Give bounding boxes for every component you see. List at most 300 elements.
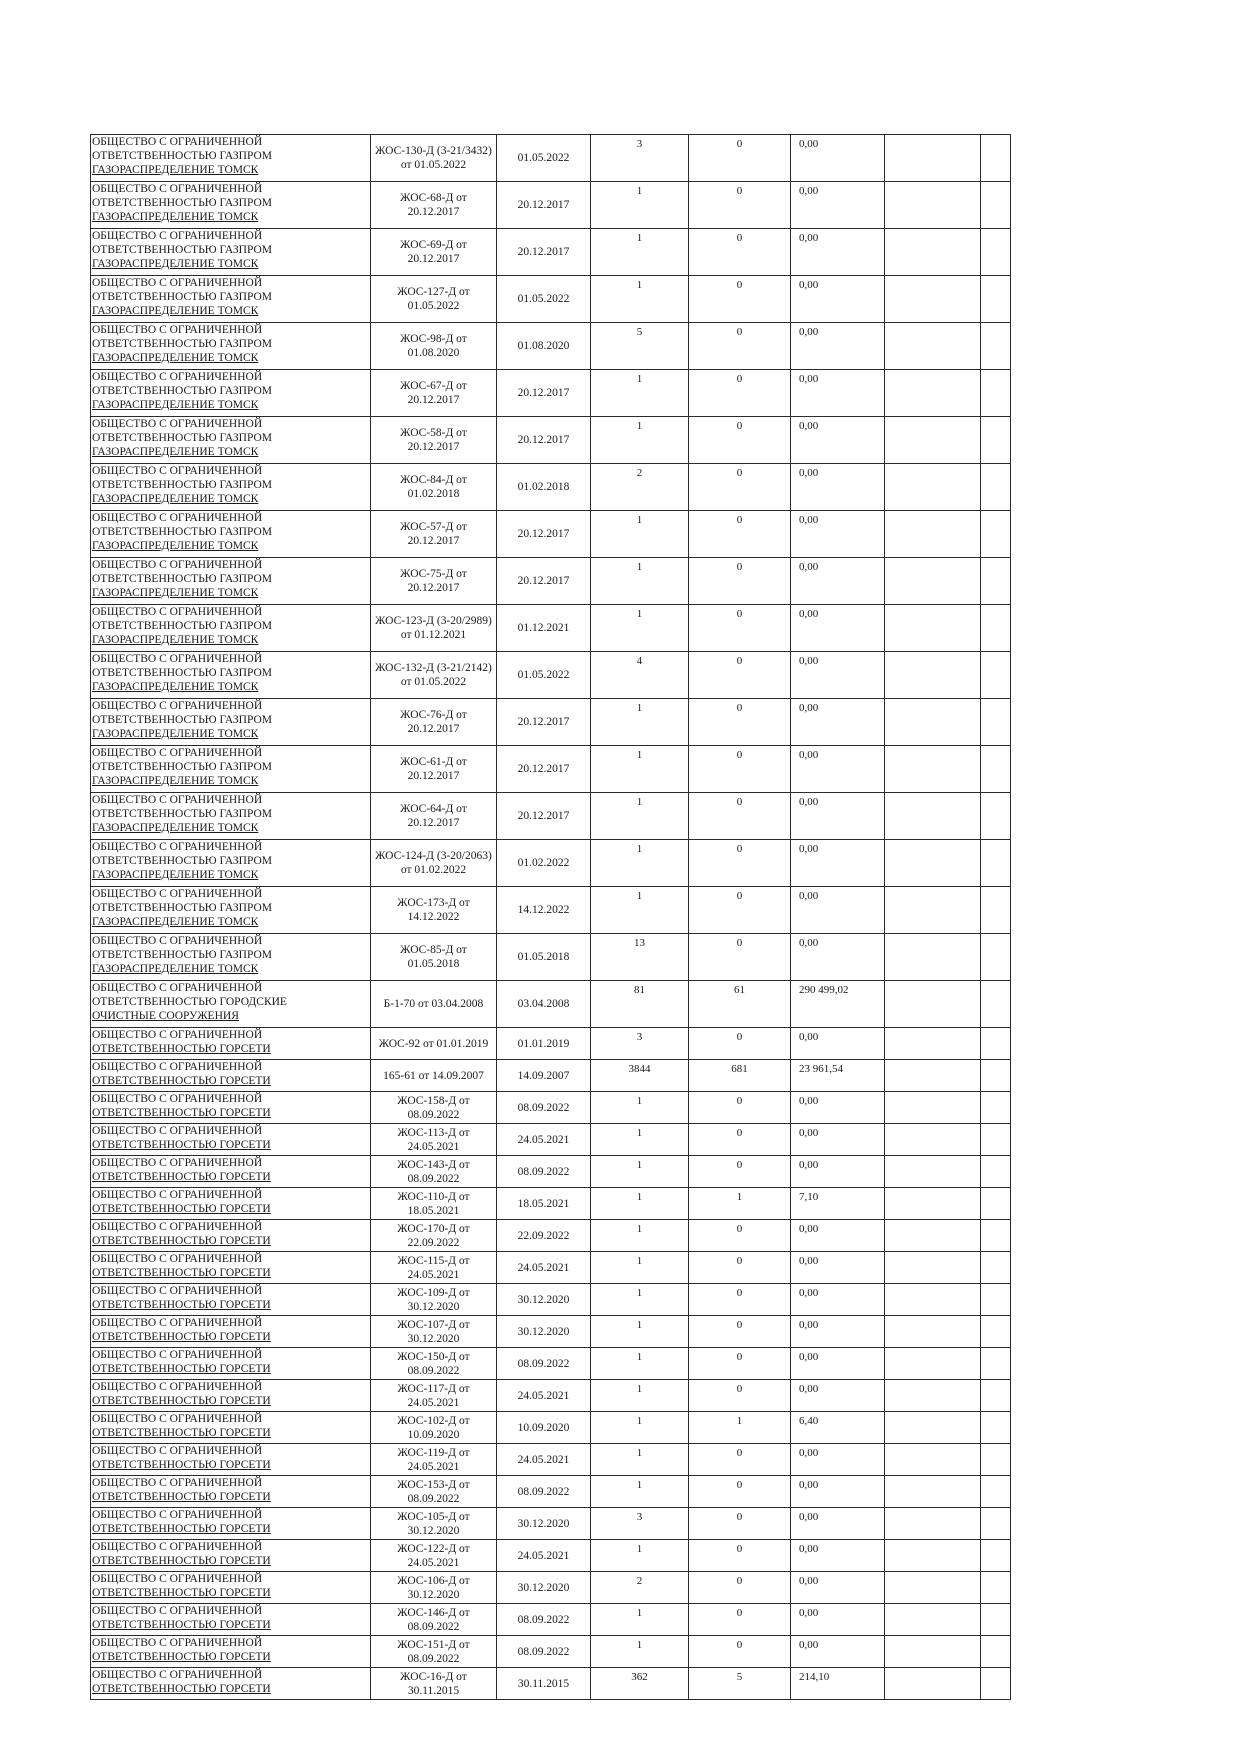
empty-cell [885,276,981,323]
count-cell: 1 [591,746,689,793]
contract-number-line: 01.08.2020 [407,347,460,359]
count-cell: 1 [591,1156,689,1188]
count-cell: 4 [591,652,689,699]
table-row [91,840,1011,887]
empty-cell [885,464,981,511]
contract-number-line: 20.12.2017 [407,394,460,406]
empty-cell [981,605,1011,652]
organization-name-line: ОБЩЕСТВО С ОГРАНИЧЕННОЙ [92,512,263,524]
contract-number-cell [371,1540,497,1572]
table-row [91,1444,1011,1476]
empty-cell [885,511,981,558]
organization-name-line: ОТВЕТСТВЕННОСТЬЮ ГОРСЕТИ [92,1459,271,1472]
empty-cell [981,1604,1011,1636]
empty-cell [885,182,981,229]
empty-cell [981,1060,1011,1092]
empty-cell [885,1540,981,1572]
organization-cell [91,840,371,887]
count-cell-2: 681 [689,1060,791,1092]
amount-cell: 0,00 [791,1316,885,1348]
contract-date-cell: 08.09.2022 [497,1636,591,1668]
organization-cell [91,605,371,652]
count-cell-2: 0 [689,417,791,464]
contract-number-cell [371,1028,497,1060]
organization-cell [91,1412,371,1444]
contract-number-line: 20.12.2017 [407,441,460,453]
organization-name-line: ОБЩЕСТВО С ОГРАНИЧЕННОЙ [92,794,263,806]
contract-date-cell: 01.08.2020 [497,323,591,370]
empty-cell [981,1636,1011,1668]
contract-number-line: 24.05.2021 [407,1140,460,1153]
count-cell: 1 [591,276,689,323]
contract-number-line: 20.12.2017 [407,253,460,265]
contract-number-line: 20.12.2017 [407,817,460,829]
contract-number-line: 08.09.2022 [407,1108,460,1121]
amount-cell: 0,00 [791,652,885,699]
contract-number-cell [371,652,497,699]
organization-cell [91,887,371,934]
table-row [91,1188,1011,1220]
empty-cell [885,1316,981,1348]
organization-name-line: ОБЩЕСТВО С ОГРАНИЧЕННОЙ [92,277,263,289]
count-cell-2: 0 [689,605,791,652]
organization-name-line: ОТВЕТСТВЕННОСТЬЮ ГАЗПРОМ [92,714,273,727]
organization-name-line: ОБЩЕСТВО С ОГРАНИЧЕННОЙ [92,1285,263,1297]
amount-cell: 0,00 [791,699,885,746]
contract-date-cell: 01.05.2022 [497,135,591,182]
organization-name-line: ОБЩЕСТВО С ОГРАНИЧЕННОЙ [92,465,263,477]
organization-cell [91,1252,371,1284]
count-cell: 1 [591,1444,689,1476]
empty-cell [981,1572,1011,1604]
organization-name-line: ГАЗОРАСПРЕДЕЛЕНИЕ ТОМСК [92,446,259,459]
count-cell-2: 0 [689,1124,791,1156]
contract-number-line: ЖОС-105-Д от [397,1510,470,1523]
count-cell-2: 0 [689,1316,791,1348]
contract-number-cell [371,417,497,464]
table-row [91,370,1011,417]
contract-number-line: 24.05.2021 [407,1460,460,1473]
empty-cell [981,1540,1011,1572]
contract-date-cell: 22.09.2022 [497,1220,591,1252]
contract-number-line: ЖОС-158-Д от [397,1094,470,1107]
table-row [91,1540,1011,1572]
contract-number-cell [371,558,497,605]
contract-date-cell: 20.12.2017 [497,370,591,417]
organization-cell [91,1348,371,1380]
table-row [91,1028,1011,1060]
contract-number-line: 08.09.2022 [407,1364,460,1377]
organization-name-line: ОТВЕТСТВЕННОСТЬЮ ГАЗПРОМ [92,526,273,539]
count-cell: 1 [591,793,689,840]
empty-cell [885,229,981,276]
count-cell-2: 0 [689,652,791,699]
count-cell-2: 0 [689,1348,791,1380]
empty-cell [885,1092,981,1124]
contract-number-cell [371,746,497,793]
contract-number-line: ЖОС-143-Д от [397,1158,470,1171]
amount-cell: 0,00 [791,1092,885,1124]
empty-cell [981,1092,1011,1124]
empty-cell [885,699,981,746]
contract-number-cell [371,370,497,417]
organization-name-line: ОТВЕТСТВЕННОСТЬЮ ГОРСЕТИ [92,1171,271,1184]
organization-name-line: ОТВЕТСТВЕННОСТЬЮ ГОРСЕТИ [92,1587,271,1600]
count-cell-2: 0 [689,699,791,746]
count-cell: 5 [591,323,689,370]
empty-cell [981,1476,1011,1508]
contract-number-line: ЖОС-132-Д (3-21/2142) [375,662,492,674]
amount-cell: 6,40 [791,1412,885,1444]
contract-number-line: 08.09.2022 [407,1620,460,1633]
contract-number-line: 08.09.2022 [407,1172,460,1185]
organization-name-line: ГАЗОРАСПРЕДЕЛЕНИЕ ТОМСК [92,587,259,600]
contract-number-line: 30.12.2020 [407,1332,460,1345]
empty-cell [885,1028,981,1060]
organization-name-line: ОТВЕТСТВЕННОСТЬЮ ГОРСЕТИ [92,1107,271,1120]
empty-cell [981,370,1011,417]
empty-cell [981,558,1011,605]
count-cell: 1 [591,1476,689,1508]
contract-date-cell: 08.09.2022 [497,1476,591,1508]
contract-number-cell [371,981,497,1028]
contract-number-line: 24.05.2021 [407,1396,460,1409]
organization-name-line: ОТВЕТСТВЕННОСТЬЮ ГАЗПРОМ [92,855,273,868]
table-row [91,1124,1011,1156]
count-cell-2: 0 [689,1604,791,1636]
contract-number-cell [371,605,497,652]
contract-number-line: ЖОС-106-Д от [397,1574,470,1587]
contract-number-line: ЖОС-85-Д от [400,944,467,956]
empty-cell [981,793,1011,840]
count-cell: 1 [591,511,689,558]
table-row [91,1508,1011,1540]
organization-cell [91,323,371,370]
table-row [91,1220,1011,1252]
count-cell-2: 0 [689,229,791,276]
empty-cell [981,1156,1011,1188]
organization-cell [91,182,371,229]
contract-number-line: 20.12.2017 [407,206,460,218]
organization-cell [91,1220,371,1252]
count-cell-2: 0 [689,1028,791,1060]
count-cell-2: 0 [689,1092,791,1124]
amount-cell: 0,00 [791,511,885,558]
empty-cell [981,652,1011,699]
organization-name-line: ОТВЕТСТВЕННОСТЬЮ ГОРСЕТИ [92,1491,271,1504]
organization-name-line: ОБЩЕСТВО С ОГРАНИЧЕННОЙ [92,1669,263,1681]
empty-cell [981,981,1011,1028]
organization-name-line: ОБЩЕСТВО С ОГРАНИЧЕННОЙ [92,1093,263,1105]
contract-date-cell: 14.12.2022 [497,887,591,934]
contract-number-line: ЖОС-117-Д от [397,1382,470,1395]
contract-number-cell [371,934,497,981]
empty-cell [885,1060,981,1092]
organization-name-line: ОТВЕТСТВЕННОСТЬЮ ГАЗПРОМ [92,291,273,304]
contract-number-line: 20.12.2017 [407,582,460,594]
contract-date-cell: 01.02.2022 [497,840,591,887]
organization-cell [91,1444,371,1476]
empty-cell [981,1028,1011,1060]
organization-name-line: ОБЩЕСТВО С ОГРАНИЧЕННОЙ [92,1573,263,1585]
count-cell-2: 0 [689,276,791,323]
empty-cell [981,1444,1011,1476]
contract-number-line: ЖОС-67-Д от [400,380,467,392]
organization-name-line: ОТВЕТСТВЕННОСТЬЮ ГОРСЕТИ [92,1331,271,1344]
contract-number-line: 165-61 от 14.09.2007 [383,1069,484,1082]
empty-cell [981,1412,1011,1444]
contract-number-line: 30.12.2020 [407,1588,460,1601]
empty-cell [981,511,1011,558]
contract-number-line: ЖОС-107-Д от [397,1318,470,1331]
organization-cell [91,1668,371,1700]
contract-number-line: 08.09.2022 [407,1652,460,1665]
empty-cell [981,1316,1011,1348]
contract-date-cell: 30.12.2020 [497,1316,591,1348]
organization-name-line: ГАЗОРАСПРЕДЕЛЕНИЕ ТОМСК [92,493,259,506]
count-cell: 1 [591,1284,689,1316]
table-row [91,1572,1011,1604]
table-row [91,1636,1011,1668]
count-cell-2: 0 [689,511,791,558]
contract-number-cell [371,1060,497,1092]
organization-name-line: ОТВЕТСТВЕННОСТЬЮ ГОРСЕТИ [92,1203,271,1216]
count-cell-2: 5 [689,1668,791,1700]
table-row [91,1316,1011,1348]
contract-number-line: 30.11.2015 [407,1684,460,1697]
count-cell-2: 0 [689,1220,791,1252]
organization-name-line: ОБЩЕСТВО С ОГРАНИЧЕННОЙ [92,1349,263,1361]
count-cell: 1 [591,229,689,276]
contract-number-cell [371,1188,497,1220]
empty-cell [981,1380,1011,1412]
contract-number-line: ЖОС-68-Д от [400,192,467,204]
empty-cell [981,417,1011,464]
count-cell-2: 0 [689,1636,791,1668]
table-row [91,1604,1011,1636]
empty-cell [981,1188,1011,1220]
organization-name-line: ОТВЕТСТВЕННОСТЬЮ ГАЗПРОМ [92,432,273,445]
empty-cell [885,370,981,417]
empty-cell [885,1476,981,1508]
organization-name-line: ОТВЕТСТВЕННОСТЬЮ ГАЗПРОМ [92,573,273,586]
organization-cell [91,793,371,840]
table-row [91,229,1011,276]
amount-cell: 0,00 [791,1284,885,1316]
amount-cell: 0,00 [791,605,885,652]
contract-number-cell [371,1476,497,1508]
contract-number-line: от 01.05.2022 [400,676,467,688]
table-row [91,276,1011,323]
organization-cell [91,229,371,276]
organization-cell [91,699,371,746]
organization-cell [91,1284,371,1316]
contract-date-cell: 30.12.2020 [497,1508,591,1540]
organization-cell [91,1636,371,1668]
organization-cell [91,1028,371,1060]
contract-number-line: 30.12.2020 [407,1300,460,1313]
organization-cell [91,1188,371,1220]
organization-name-line: ОБЩЕСТВО С ОГРАНИЧЕННОЙ [92,559,263,571]
organization-cell [91,1476,371,1508]
count-cell-2: 61 [689,981,791,1028]
amount-cell: 0,00 [791,135,885,182]
contract-number-line: ЖОС-110-Д от [397,1190,470,1203]
empty-cell [885,135,981,182]
count-cell: 3 [591,1028,689,1060]
contract-number-line: 01.05.2018 [407,958,460,970]
empty-cell [981,1284,1011,1316]
amount-cell: 0,00 [791,1508,885,1540]
count-cell: 1 [591,1316,689,1348]
table-row [91,417,1011,464]
organization-name-line: ОТВЕТСТВЕННОСТЬЮ ГОРСЕТИ [92,1299,271,1312]
amount-cell: 0,00 [791,793,885,840]
count-cell-2: 0 [689,135,791,182]
contract-number-line: 14.12.2022 [407,911,460,923]
organization-name-line: ОТВЕТСТВЕННОСТЬЮ ГАЗПРОМ [92,479,273,492]
organization-name-line: ОТВЕТСТВЕННОСТЬЮ ГОРСЕТИ [92,1043,271,1056]
empty-cell [885,323,981,370]
amount-cell: 0,00 [791,1572,885,1604]
contract-date-cell: 20.12.2017 [497,558,591,605]
contract-number-line: 20.12.2017 [407,723,460,735]
contract-date-cell: 01.05.2018 [497,934,591,981]
count-cell-2: 0 [689,840,791,887]
contract-number-line: 30.12.2020 [407,1524,460,1537]
organization-name-line: ОТВЕТСТВЕННОСТЬЮ ГОРСЕТИ [92,1427,271,1440]
empty-cell [885,1572,981,1604]
amount-cell: 0,00 [791,1028,885,1060]
contract-number-line: 10.09.2020 [407,1428,460,1441]
amount-cell: 0,00 [791,1540,885,1572]
table-row [91,511,1011,558]
empty-cell [885,1156,981,1188]
contract-number-cell [371,1092,497,1124]
count-cell: 1 [591,558,689,605]
contract-date-cell: 20.12.2017 [497,699,591,746]
contract-date-cell: 18.05.2021 [497,1188,591,1220]
organization-name-line: ОТВЕТСТВЕННОСТЬЮ ГОРСЕТИ [92,1555,271,1568]
contract-date-cell: 01.02.2018 [497,464,591,511]
contract-number-line: ЖОС-123-Д (3-20/2989) [375,615,492,627]
table-row [91,605,1011,652]
organization-name-line: ОТВЕТСТВЕННОСТЬЮ ГОРСЕТИ [92,1395,271,1408]
organization-name-line: ОТВЕТСТВЕННОСТЬЮ ГАЗПРОМ [92,150,273,163]
organization-name-line: ОТВЕТСТВЕННОСТЬЮ ГАЗПРОМ [92,244,273,257]
organization-name-line: ОБЩЕСТВО С ОГРАНИЧЕННОЙ [92,1605,263,1617]
contract-number-line: ЖОС-69-Д от [400,239,467,251]
organization-name-line: ГАЗОРАСПРЕДЕЛЕНИЕ ТОМСК [92,211,259,224]
organization-name-line: ОТВЕТСТВЕННОСТЬЮ ГАЗПРОМ [92,808,273,821]
organization-name-line: ОБЩЕСТВО С ОГРАНИЧЕННОЙ [92,230,263,242]
amount-cell: 0,00 [791,1380,885,1412]
organization-name-line: ОЧИСТНЫЕ СООРУЖЕНИЯ [92,1010,239,1023]
empty-cell [885,840,981,887]
count-cell-2: 1 [689,1412,791,1444]
contract-number-line: ЖОС-61-Д от [400,756,467,768]
organization-name-line: ОБЩЕСТВО С ОГРАНИЧЕННОЙ [92,1157,263,1169]
contract-date-cell: 30.12.2020 [497,1572,591,1604]
organization-cell [91,276,371,323]
organization-name-line: ОБЩЕСТВО С ОГРАНИЧЕННОЙ [92,183,263,195]
organization-name-line: ОТВЕТСТВЕННОСТЬЮ ГОРСЕТИ [92,1651,271,1664]
count-cell: 1 [591,182,689,229]
empty-cell [885,1604,981,1636]
contract-number-cell [371,464,497,511]
amount-cell: 0,00 [791,887,885,934]
organization-cell [91,1572,371,1604]
amount-cell: 0,00 [791,182,885,229]
table-row [91,182,1011,229]
table-row [91,1348,1011,1380]
table-row [91,1092,1011,1124]
amount-cell: 0,00 [791,1476,885,1508]
empty-cell [981,135,1011,182]
organization-name-line: ОТВЕТСТВЕННОСТЬЮ ГАЗПРОМ [92,385,273,398]
contract-number-cell [371,699,497,746]
organization-name-line: ГАЗОРАСПРЕДЕЛЕНИЕ ТОМСК [92,540,259,553]
organization-name-line: ОБЩЕСТВО С ОГРАНИЧЕННОЙ [92,1477,263,1489]
table-row [91,1156,1011,1188]
empty-cell [885,1508,981,1540]
organization-name-line: ОТВЕТСТВЕННОСТЬЮ ГАЗПРОМ [92,197,273,210]
count-cell: 1 [591,1412,689,1444]
contract-date-cell: 20.12.2017 [497,746,591,793]
empty-cell [885,417,981,464]
contract-date-cell: 14.09.2007 [497,1060,591,1092]
count-cell: 13 [591,934,689,981]
contract-number-line: 01.05.2022 [407,300,460,312]
empty-cell [885,558,981,605]
organization-name-line: ОБЩЕСТВО С ОГРАНИЧЕННОЙ [92,888,263,900]
organization-name-line: ОБЩЕСТВО С ОГРАНИЧЕННОЙ [92,1317,263,1329]
amount-cell: 0,00 [791,1636,885,1668]
contract-date-cell: 20.12.2017 [497,417,591,464]
table-row [91,934,1011,981]
organization-cell [91,1604,371,1636]
contract-number-line: 01.02.2018 [407,488,460,500]
table-row [91,1060,1011,1092]
organization-name-line: ОБЩЕСТВО С ОГРАНИЧЕННОЙ [92,1445,263,1457]
contract-number-line: ЖОС-58-Д от [400,427,467,439]
contract-number-line: ЖОС-122-Д от [397,1542,470,1555]
organization-name-line: ГАЗОРАСПРЕДЕЛЕНИЕ ТОМСК [92,963,259,976]
empty-cell [981,229,1011,276]
count-cell-2: 0 [689,1540,791,1572]
organization-name-line: ОБЩЕСТВО С ОГРАНИЧЕННОЙ [92,324,263,336]
empty-cell [885,1668,981,1700]
count-cell: 1 [591,370,689,417]
empty-cell [981,1220,1011,1252]
empty-cell [885,934,981,981]
count-cell: 1 [591,1604,689,1636]
contract-number-line: ЖОС-84-Д от [400,474,467,486]
table-row [91,981,1011,1028]
contract-number-line: от 01.02.2022 [400,864,467,876]
table-row [91,887,1011,934]
contract-number-cell [371,1668,497,1700]
contract-date-cell: 08.09.2022 [497,1156,591,1188]
table-row [91,558,1011,605]
amount-cell: 290 499,02 [791,981,885,1028]
amount-cell: 0,00 [791,370,885,417]
amount-cell: 0,00 [791,558,885,605]
count-cell-2: 0 [689,793,791,840]
organization-cell [91,1156,371,1188]
organization-name-line: ОБЩЕСТВО С ОГРАНИЧЕННОЙ [92,1381,263,1393]
organization-name-line: ОТВЕТСТВЕННОСТЬЮ ГОРСЕТИ [92,1363,271,1376]
